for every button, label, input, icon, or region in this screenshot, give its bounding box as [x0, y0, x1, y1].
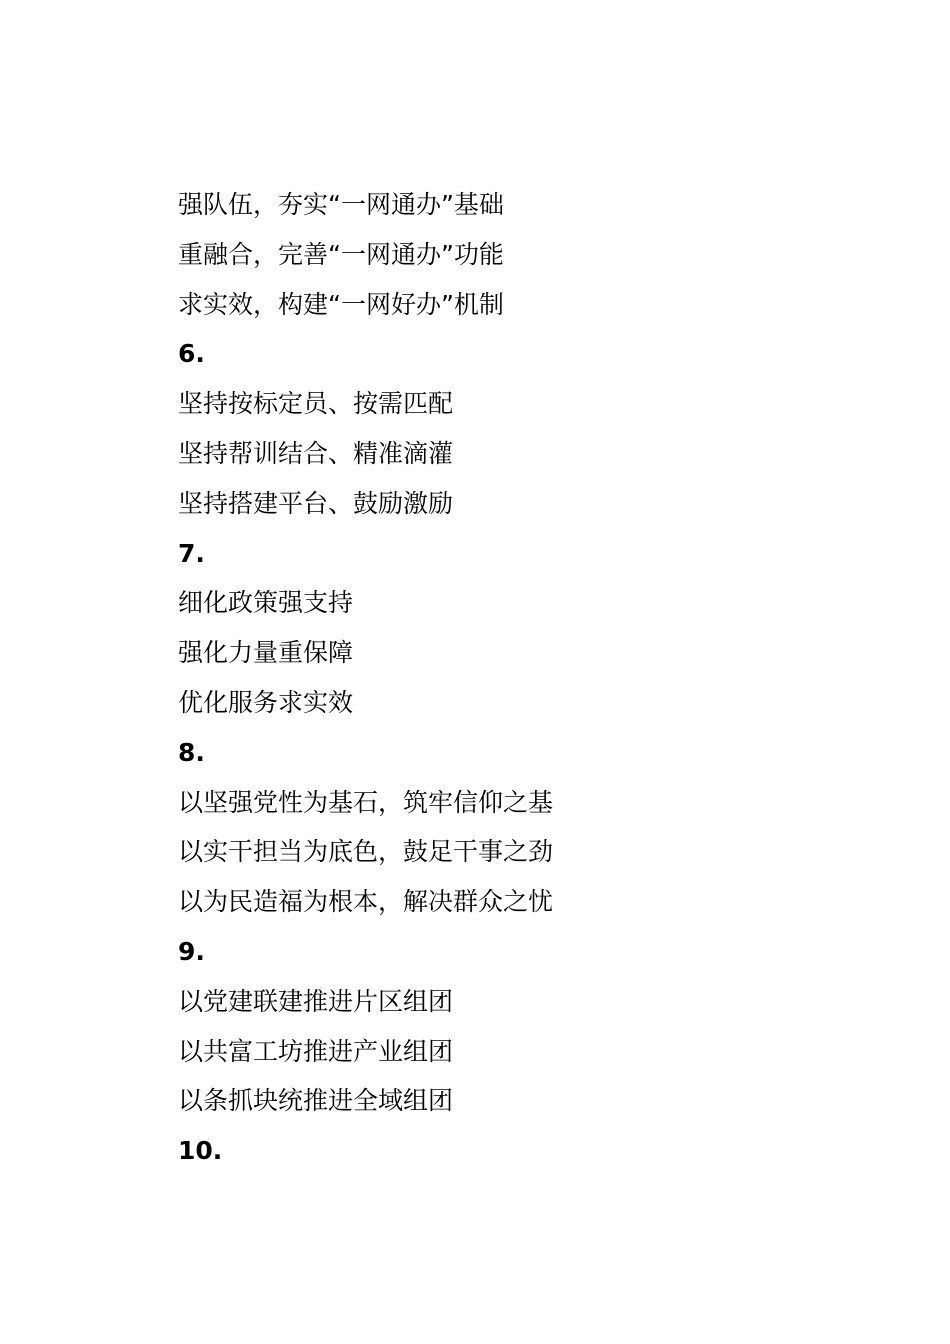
list-item: 强队伍，夯实“一网通办”基础: [178, 190, 504, 219]
list-item: 优化服务求实效: [178, 687, 354, 717]
section-number: 7.: [178, 538, 205, 568]
list-item: 坚持按标定员、按需匹配: [178, 389, 454, 419]
section-number: 8.: [178, 737, 205, 767]
document-body: [178, 180, 878, 1176]
list-item: 求实效，构建“一网好办”机制: [178, 289, 504, 319]
list-item: 坚持搭建平台、鼓励激励: [178, 488, 454, 518]
list-item: 以坚强党性为基石，筑牢信仰之基: [178, 787, 554, 817]
list-item: 以为民造福为根本，解决群众之忧: [178, 887, 554, 917]
section-number: 6.: [178, 339, 205, 369]
list-item: 强化力量重保障: [178, 638, 354, 668]
list-item: 细化政策强支持: [178, 588, 354, 618]
list-item: 以条抓块统推进全域组团: [178, 1086, 454, 1116]
list-item: 重融合，完善“一网通办”功能: [178, 239, 504, 269]
list-item: 以共富工坊推进产业组团: [178, 1036, 454, 1066]
list-item: 以实干担当为底色，鼓足干事之劲: [178, 837, 554, 867]
list-item: 坚持帮训结合、精准滴灌: [178, 438, 454, 468]
list-item: 以党建联建推进片区组团: [178, 986, 454, 1016]
section-number: 9.: [178, 936, 205, 966]
section-number: 10.: [178, 1136, 223, 1166]
